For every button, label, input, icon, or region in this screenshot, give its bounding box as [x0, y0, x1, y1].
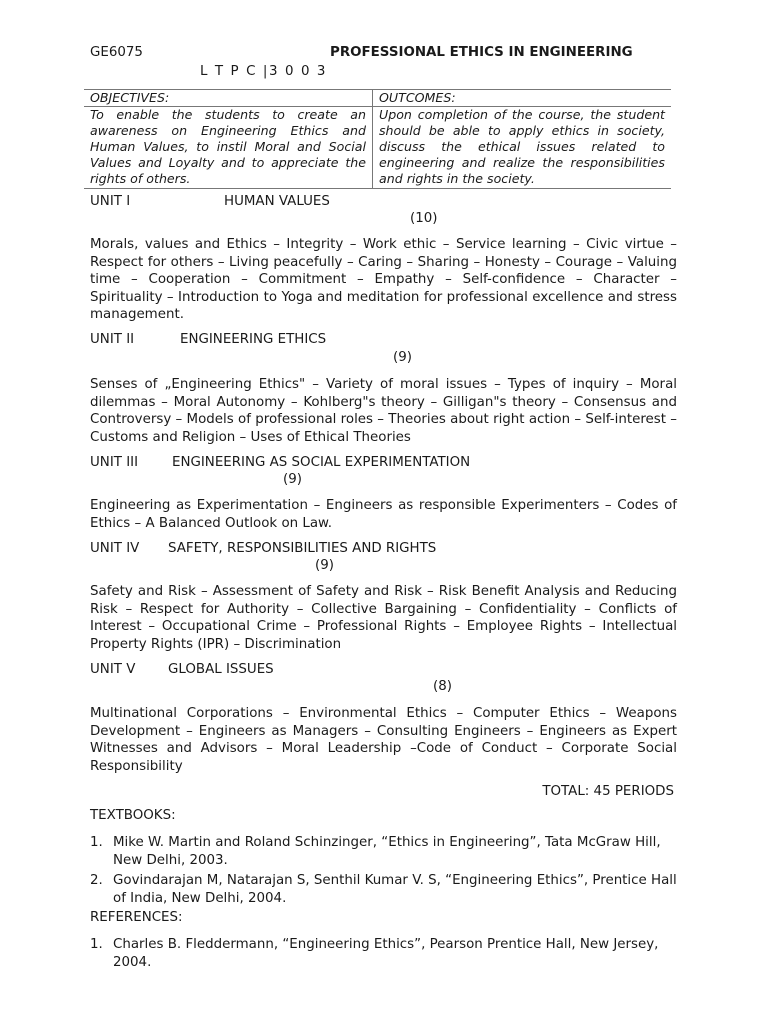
unit-1-hours: (10) [410, 211, 438, 226]
list-item-number: 1. [90, 937, 103, 952]
unit-3-label: UNIT III [90, 455, 139, 470]
references-list [90, 936, 677, 974]
list-item-text: Charles B. Fleddermann, “Engineering Ethics”, Pearson Prentice Hall, New Jersey, 2004. [113, 937, 659, 970]
references-heading: REFERENCES: [90, 910, 183, 925]
unit-4-title: SAFETY, RESPONSIBILITIES AND RIGHTS [168, 541, 437, 556]
ltpc-credits: L T P C |3 0 0 3 [200, 64, 328, 79]
unit-5-hours: (8) [433, 679, 452, 694]
list-item [90, 872, 677, 907]
textbooks-list [90, 834, 677, 910]
unit-3-title: ENGINEERING AS SOCIAL EXPERIMENTATION [172, 455, 471, 470]
total-periods: TOTAL: 45 PERIODS [542, 784, 674, 799]
unit-4-content: Safety and Risk – Assessment of Safety and Risk – Risk Benefit Analysis and Reducing Risk – Respect for Authority – Collective Bargaining – Confidentiality – Conflicts of Interest – Occupational Crime – Professional Rights – Employee Rights – Intellectual Property Rights (IPR) – Discrimination [90, 584, 677, 652]
unit-5-title: GLOBAL ISSUES [168, 662, 274, 677]
list-item-text: Govindarajan M, Natarajan S, Senthil Kumar V. S, “Engineering Ethics”, Prentice Hall of India, New Delhi, 2004. [113, 873, 677, 906]
list-item-number: 2. [90, 873, 103, 889]
unit-2-content: Senses of „Engineering Ethics" – Variety of moral issues – Types of inquiry – Moral dilemmas – Moral Autonomy – Kohlberg"s theory – Gilligan"s theory – Consensus and Controversy – Models of professional roles – Theories about right action – Self-interest – Customs and Religion – Uses of Ethical Theories [90, 377, 677, 445]
unit-1-content: Morals, values and Ethics – Integrity – Work ethic – Service learning – Civic virtue – Respect for others – Living peacefully – Caring – Sharing – Honesty – Courage – Valuing time – Cooperation – Commitment – Empathy – Self-confidence – Character – Spirituality – Introduction to Yoga and meditation for professional excellence and stress management. [90, 237, 677, 323]
objectives-label: OBJECTIVES: [84, 90, 373, 107]
list-item [90, 936, 677, 971]
unit-2-title: ENGINEERING ETHICS [180, 332, 327, 347]
unit-3-hours: (9) [283, 472, 302, 487]
objectives-outcomes-table [84, 89, 671, 189]
unit-1-label: UNIT I [90, 194, 131, 209]
textbooks-heading: TEXTBOOKS: [90, 808, 176, 823]
outcomes-text: Upon completion of the course, the student should be able to apply ethics in society, discuss the ethical issues related to engineering and realize the responsibilities and rights in the society. [373, 107, 672, 189]
course-code: GE6075 [90, 45, 143, 60]
list-item-text: Mike W. Martin and Roland Schinzinger, “Ethics in Engineering”, Tata McGraw Hill, New Delhi, 2003. [113, 835, 661, 868]
unit-5-label: UNIT V [90, 662, 136, 677]
list-item [90, 834, 677, 869]
unit-4-label: UNIT IV [90, 541, 140, 556]
unit-3-content: Engineering as Experimentation – Engineers as responsible Experimenters – Codes of Ethics – A Balanced Outlook on Law. [90, 498, 677, 531]
list-item-number: 1. [90, 835, 103, 850]
objectives-text: To enable the students to create an awareness on Engineering Ethics and Human Values, to instil Moral and Social Values and Loyalty and to appreciate the rights of others. [84, 107, 373, 189]
course-title: PROFESSIONAL ETHICS IN ENGINEERING [330, 45, 633, 60]
unit-5-content: Multinational Corporations – Environmental Ethics – Computer Ethics – Weapons Development – Engineers as Managers – Consulting Engineers – Engineers as Expert Witnesses and Advisors – Moral Leadership –Code of Conduct – Corporate Social Responsibility [90, 706, 677, 774]
outcomes-label: OUTCOMES: [373, 90, 672, 107]
unit-4-hours: (9) [315, 558, 334, 573]
unit-2-hours: (9) [393, 350, 412, 365]
unit-2-label: UNIT II [90, 332, 135, 347]
unit-1-title: HUMAN VALUES [224, 194, 330, 209]
